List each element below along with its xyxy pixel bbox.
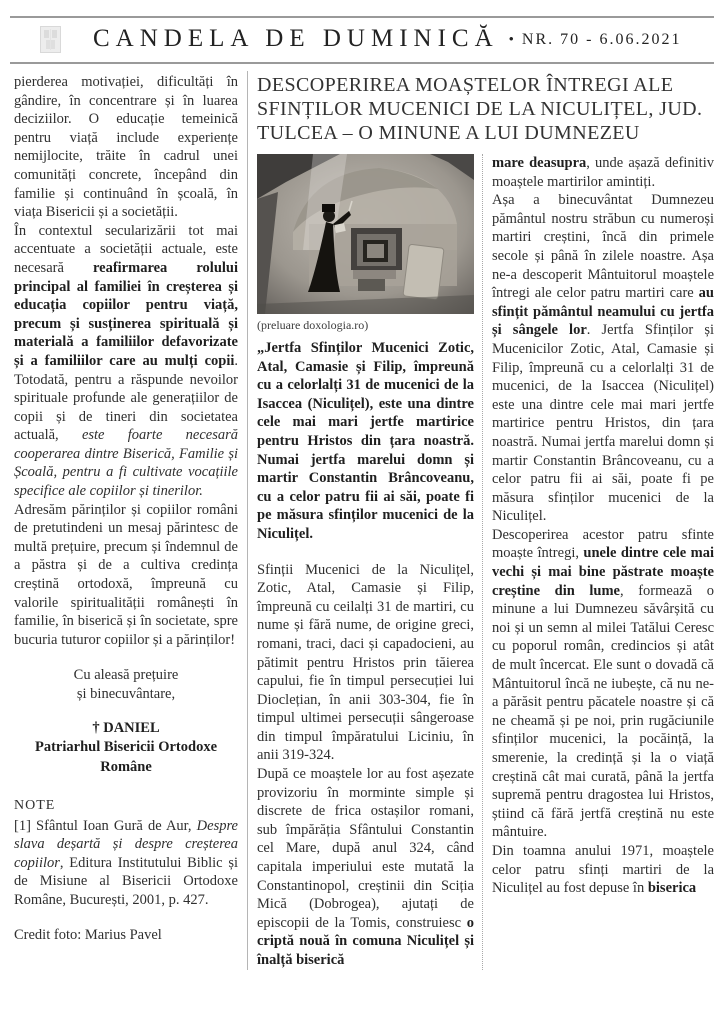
closing-line-2: și binecuvântare, xyxy=(76,686,176,702)
left-column xyxy=(10,71,247,970)
article-title: DESCOPERIREA MOAȘTELOR ÎNTREGI ALE SFINȚILOR MUCENICI DE LA NICULIȚEL, JUD. TULCEA – O MINUNE A LUI DUMNEZEU xyxy=(257,74,703,144)
photo-caption: (preluare doxologia.ro) xyxy=(257,318,369,332)
article-paragraph-4: Așa a binecuvântat Dumnezeu pământul nostru străbun cu numeroși martiri creștini, încă din primele secole și până în zilele noastre. Așa ne-a descoperit Mântuitorul moaștele întregi ale celor patru martiri care au sfințit pământul neamului cu jertfa și sângele lor. Jertfa Sfinților și Mucenicilor Zotic, Atal, Camasie și Filip, împreună cu a celorlalți 31 de mucenici, de la Isaccea (Niculițel) este una dintre cele mai mari jertfe martirice pentru Hristos, din țara noastră. Numai jertfa marelui domn și martir Constantin Brâncoveanu, cu a celor patru fii ai săi, poate fi pe măsura sfinților mucenici de la Niculițel. xyxy=(492,192,714,525)
article-section xyxy=(248,71,714,970)
article-paragraph-3: mare deasupra, unde așază definitiv moaștele martirilor amintiți. xyxy=(492,155,714,190)
editorial-paragraph-3: Adresăm părinților și copiilor români de pretutindeni un mesaj părintesc de multă prețuire, precum și îndemnul de a păstra și de a cultiva credința creștină ortodoxă, împreună cu valorile spiritualității românești în familie, în biserică și în societate, spre bucuria tuturor copiilor și a părinților! xyxy=(14,501,238,648)
editorial-paragraph-2: În contextul secularizării tot mai accentuate a societății actuale, este necesară reafirmarea rolului principal al familiei în creșterea și educația copiilor pentru viață, precum și susținerea spirituală și materială a familiilor defavorizate și a familiilor care au mulți copii. Totodată, pentru a răspunde nevoilor spirituale profunde ale generațiilor de copii și de tineri din societatea actuală, este foarte necesară cooperarea dintre Biserică, Familie și Școală, pentru a fi cultivate vocațiile specifice ale copiilor și tinerilor. xyxy=(14,222,239,500)
crypt-photo xyxy=(257,154,474,314)
closing-formula xyxy=(14,666,238,703)
signature-block xyxy=(14,719,238,778)
article-paragraph-6: Din toamna anului 1971, moaștele celor patru sfinți martiri de la Niculițel au fost depuse în biserica xyxy=(492,842,714,897)
middle-column xyxy=(257,154,482,970)
article-columns xyxy=(257,154,714,970)
right-column xyxy=(483,154,714,970)
article-paragraph-1: Sfinții Mucenici de la Niculițel, Zotic, Atal, Camasie și Filip, împreună cu ceilalți 31 de martiri, cu nume și fără nume, de origine greci, romani, traci, daci și capadocieni, au pătimit pentru Hristos prin tăierea capului, fie în timpul persecuției lui Dioclețian, în anii 303-304, fie în timpul ultimei persecuții sângeroase din timpul împăratului Liciniu, în anii 319-324. xyxy=(257,561,474,764)
page-content xyxy=(0,71,724,970)
article-paragraph-2: După ce moaștele lor au fost așezate provizoriu în morminte simple și discrete de frica ostașilor romani, sub împărăția Sfântului Constantin cel Mare, după anul 324, când capitala imperiului este mutată la Constantinopol, creștinii din Sciția Mică (Dobrogea), ajutați de episcopii de la Tomis, construiesc o criptă nouă în comuna Niculițel și înalță biserică xyxy=(257,766,474,968)
masthead-title: CANDELA DE DUMINICĂ xyxy=(93,25,499,52)
quote-paragraph: „Jertfa Sfinților Mucenici Zotic, Atal, Camasie și Filip, împreună cu a celorlalți 31 de mucenici de la Isaccea (Niculițel), este una dintre cele mai mari jertfe martirice pentru Hristos din țara noastră. Numai jertfa marelui domn și martir Constantin Brâncoveanu, cu a celor patru fii ai săi, poate fi pe măsura sfinților mucenici de la Niculițel. xyxy=(257,340,474,542)
editorial-paragraph-1: pierderea motivației, dificultăți în gândire, în concentrare și în luarea deciziilor. O educație temeinică pentru viață include experiențe nemijlocite, trăite în cadrul unei comunități concrete, începând din familie și continuând în școală, în viața Bisericii și a societății. xyxy=(14,74,238,221)
closing-line-1: Cu aleasă prețuire xyxy=(73,667,179,684)
signature-name: † DANIEL xyxy=(92,719,160,736)
article-figure xyxy=(257,154,474,332)
masthead-logo-icon xyxy=(40,26,61,53)
notes-heading: NOTE xyxy=(14,798,56,814)
masthead-issue-number: NR. 70 - 6.06.2021 xyxy=(521,31,682,48)
bullet-separator-icon: • xyxy=(508,31,514,48)
footnote-1: [1] Sfântul Ioan Gură de Aur, Despre slava deșartă și despre creșterea copiilor, Editura Institutului Biblic și de Misiune al Bisericii Ortodoxe Române, București, 2001, p. 427. xyxy=(14,817,238,909)
article-paragraph-5: Descoperirea acestor patru sfinte moaște întregi, unele dintre cele mai vechi și mai bine păstrate moaște creștine din lume, formează o minune a lui Dumnezeu săvârșită cu noi și un semn al milei Tatălui Ceresc cu poporul român, credincios și atât de mult încercat. Ele sunt o dovadă că Mântuitorul încă ne iubește, că nu ne-a părăsit pentru păcatele noastre și că ne cheamă și pe noi, prin rugăciunile sfinților mucenici, la pocăință, la smerenie, la credință și la o viață creștină cât mai curată, până la jertfa supremă pentru dragostea lui Hristos, știind că fără jertfă creștină nu este mântuire. xyxy=(492,526,714,841)
signature-title: Patriarhul Bisericii Ortodoxe Române xyxy=(34,739,218,775)
masthead xyxy=(10,16,714,64)
photo-credit: Credit foto: Marius Pavel xyxy=(14,926,162,943)
